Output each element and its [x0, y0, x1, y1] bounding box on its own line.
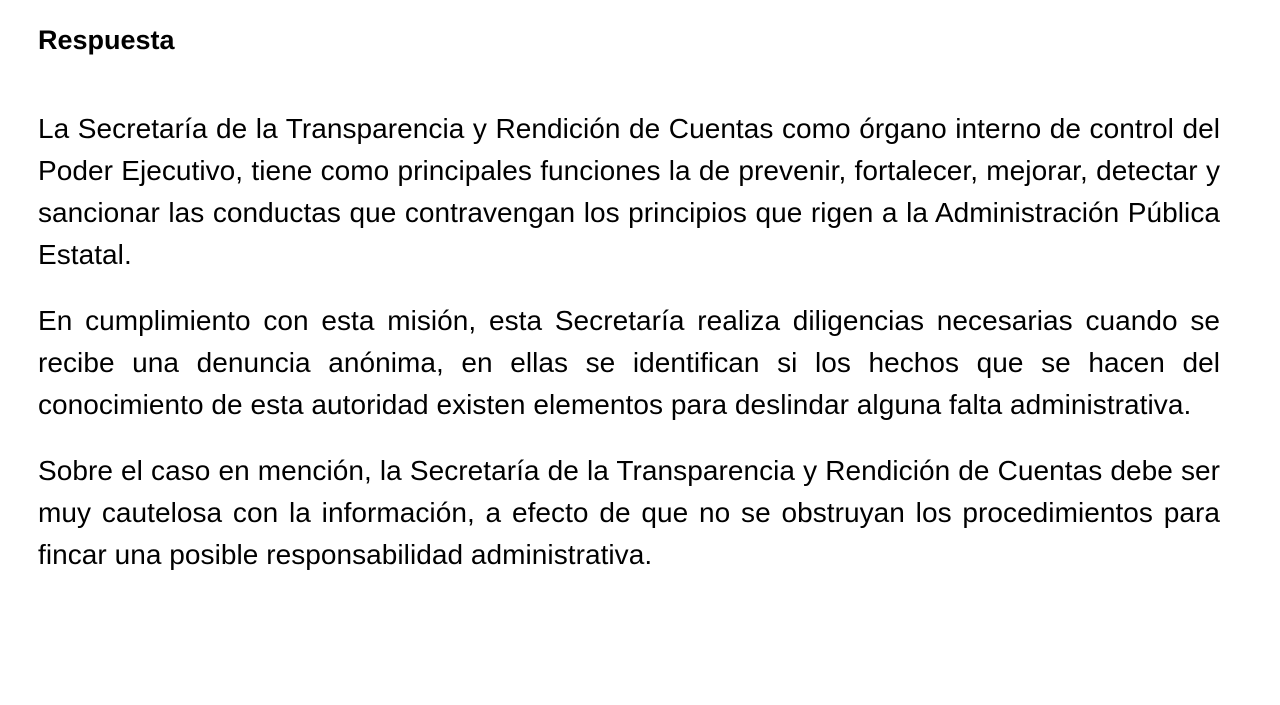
document-body	[38, 22, 1220, 600]
document-title: Respuesta	[38, 25, 175, 55]
paragraph-1: La Secretaría de la Transparencia y Rendición de Cuentas como órgano interno de control del Poder Ejecutivo, tiene como principales funciones la de prevenir, fortalecer, mejorar, detectar y sancionar las conductas que contravengan los principios que rigen a la Administración Pública Estatal.	[38, 113, 1220, 270]
paragraph-2: En cumplimiento con esta misión, esta Secretaría realiza diligencias necesarias cuando se recibe una denuncia anónima, en ellas se identifican si los hechos que se hacen del conocimiento de esta autoridad existen elementos para deslindar alguna falta administrativa.	[38, 305, 1220, 420]
paragraph-3: Sobre el caso en mención, la Secretaría de la Transparencia y Rendición de Cuentas debe ser muy cautelosa con la información, a efecto de que no se obstruyan los procedimientos para fincar una posible responsabilidad administrativa.	[38, 455, 1220, 570]
